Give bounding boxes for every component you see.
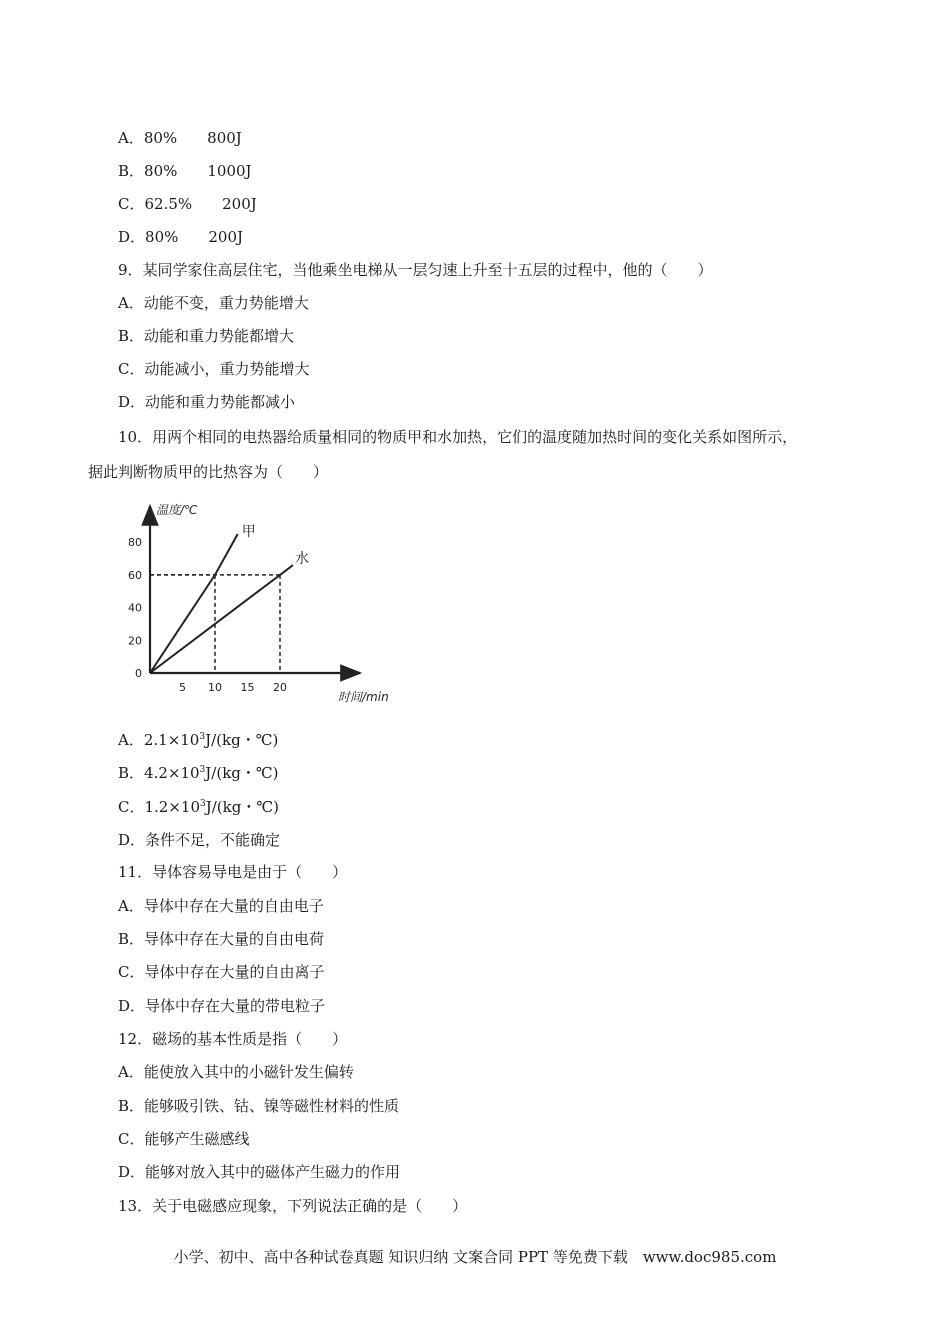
series-label-shui: 水 (295, 551, 309, 568)
q10-option-a: A．$2.1\times 10^3J/(kg$・℃) (118, 731, 279, 749)
q10-stem-line2: 据此判断物质甲的比热容为（ ） (88, 463, 329, 481)
q10-stem-line1: 10．用两个相同的电热器给质量相同的物质甲和水加热，它们的温度随加热时间的变化关系如图所示， (118, 428, 798, 446)
q10-option-d: D．条件不足，不能确定 (118, 831, 281, 849)
q12-option-a: A．能使放入其中的小磁针发生偏转 (118, 1063, 354, 1081)
q9-stem: 9．某同学家住高层住宅，当他乘坐电梯从一层匀速上升至十五层的过程中，他的（ ） (118, 261, 713, 279)
x-axis-label: 时间/min (338, 690, 389, 704)
q12-option-c: C．能够产生磁感线 (118, 1130, 250, 1148)
page-footer: 小学、初中、高中各种试卷真题 知识归纳 文案合同 PPT 等免费下载 www.doc985.com (173, 1248, 777, 1266)
series-label-jia: 甲 (241, 524, 256, 541)
series-line-1 (150, 565, 293, 673)
q11-option-c: C．导体中存在大量的自由离子 (118, 963, 325, 981)
q10-option-b: B．$4.2\times 10^3J/(kg$・℃) (118, 764, 279, 782)
x-tick-label: 5 (179, 681, 186, 694)
q10-option-c: C．$1.2\times 10^3J/(kg$・℃) (118, 798, 279, 816)
q9-option-b: B．动能和重力势能都增大 (118, 327, 295, 345)
x-tick-label: 20 (273, 681, 287, 694)
q9-option-c: C．动能减小，重力势能增大 (118, 360, 310, 378)
y-axis-label: 温度/℃ (156, 503, 198, 517)
y-tick-label: 60 (128, 568, 142, 582)
q8-option-a: A．80% 800J (118, 129, 242, 147)
q12-option-d: D．能够对放入其中的磁体产生磁力的作用 (118, 1163, 401, 1181)
q8-option-b: B．80% 1000J (118, 162, 252, 180)
y-tick-label: 40 (128, 601, 142, 615)
q13-stem: 13．关于电磁感应现象，下列说法正确的是（ ） (118, 1197, 468, 1215)
q8-option-c: C．62.5% 200J (118, 195, 257, 213)
q11-stem: 11．导体容易导电是由于（ ） (118, 863, 348, 881)
x-tick-label: 15 (240, 681, 255, 694)
y-tick-label: 20 (128, 634, 142, 648)
y-tick-label: 80 (128, 536, 142, 550)
x-tick-label: 10 (208, 681, 222, 694)
q9-option-d: D．动能和重力势能都减小 (118, 393, 296, 411)
q8-option-d: D．80% 200J (118, 228, 244, 246)
q12-option-b: B．能够吸引铁、钴、镍等磁性材料的性质 (118, 1097, 400, 1115)
q11-option-d: D．导体中存在大量的带电粒子 (118, 997, 326, 1015)
q9-option-a: A．动能不变，重力势能增大 (118, 294, 309, 312)
q11-option-a: A．导体中存在大量的自由电子 (118, 897, 324, 915)
q11-option-b: B．导体中存在大量的自由电荷 (118, 930, 325, 948)
y-tick-label: 0 (135, 667, 142, 680)
temperature-time-chart (118, 498, 408, 708)
series-line-0 (150, 534, 238, 673)
q12-stem: 12．磁场的基本性质是指（ ） (118, 1030, 348, 1048)
